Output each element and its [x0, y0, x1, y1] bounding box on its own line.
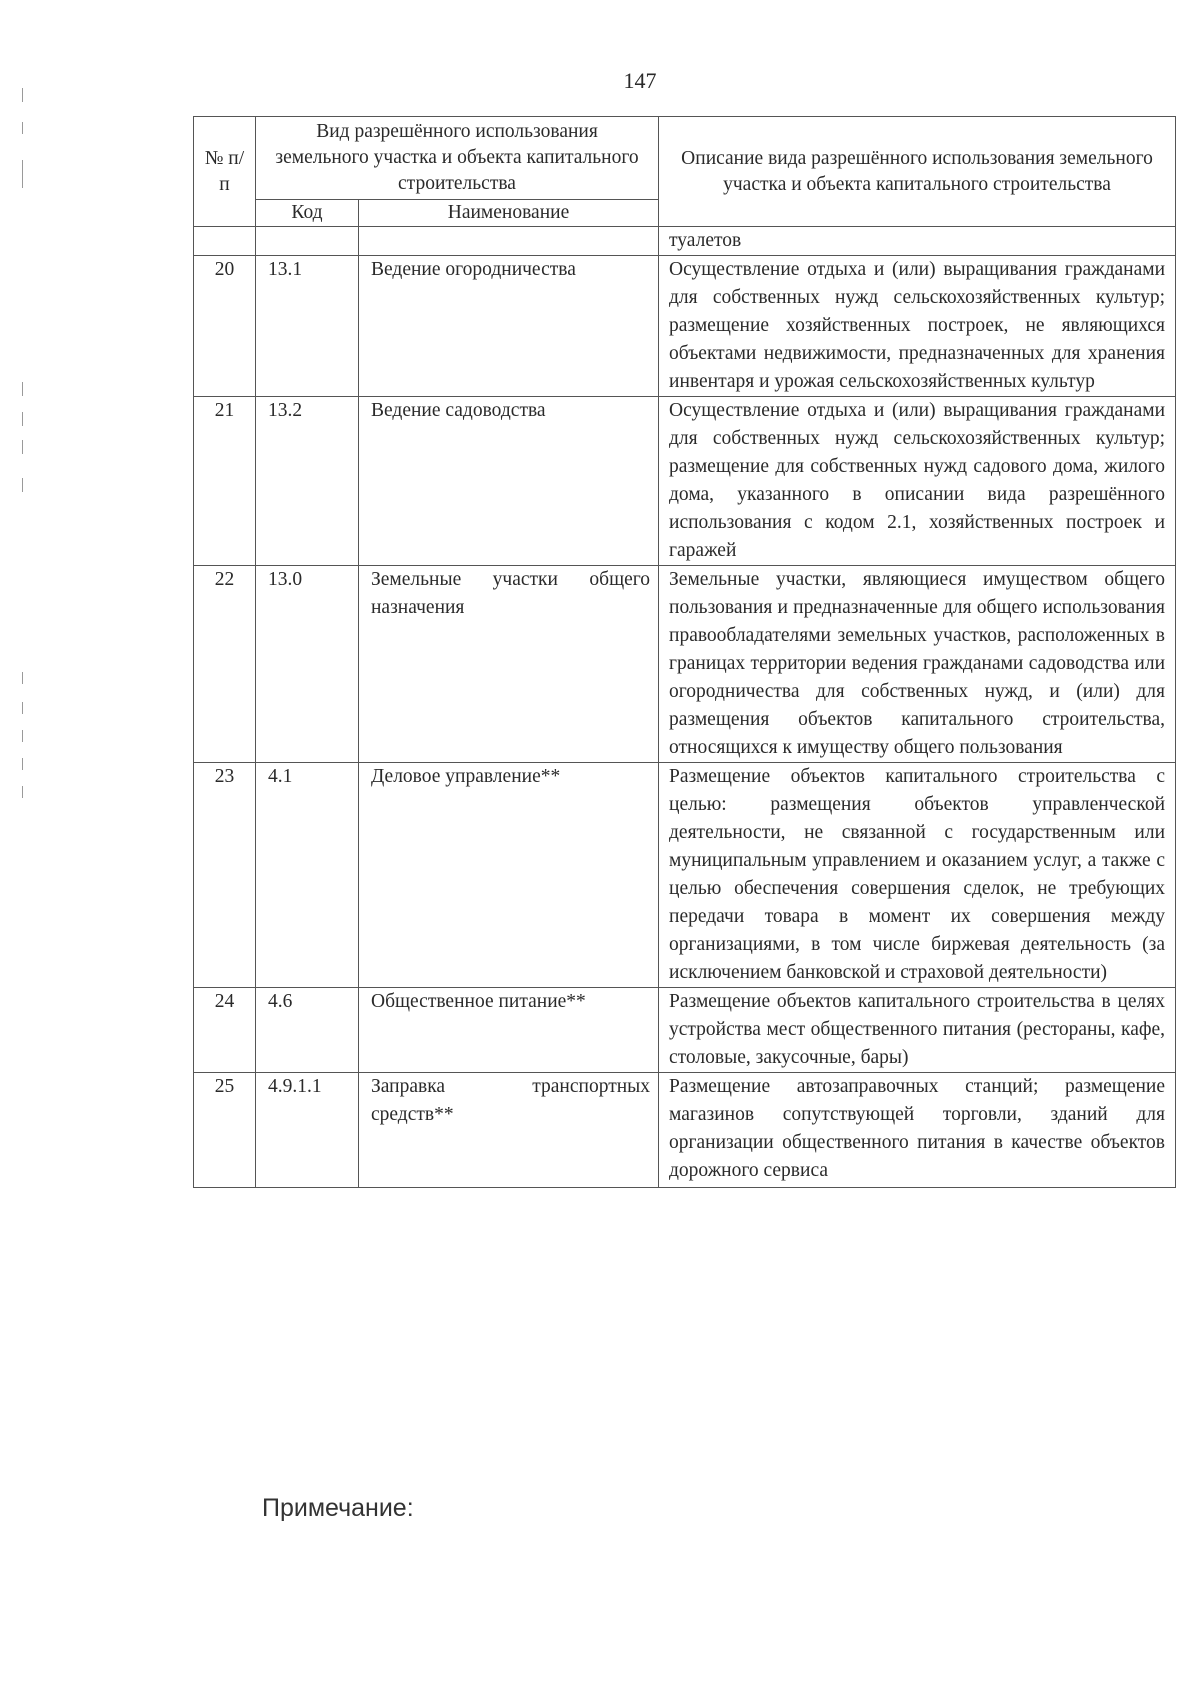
table-row [194, 256, 1176, 397]
cell-num: 20 [194, 256, 256, 397]
cell-code: 13.2 [256, 397, 359, 566]
note-heading: Примечание: [262, 1494, 414, 1522]
table-row [194, 566, 1176, 763]
cell-code: 13.0 [256, 566, 359, 763]
cell-num: 23 [194, 763, 256, 988]
cell-description: Размещение объектов капитального строительства в целях устройства мест общественного питания (рестораны, кафе, столовые, закусочные, бары) [659, 988, 1176, 1073]
cell-code: 13.1 [256, 256, 359, 397]
header-name: Наименование [359, 200, 659, 227]
cell-name: Ведение садоводства [359, 397, 659, 566]
cell-description: Размещение объектов капитального строительства с целью: размещения объектов управленческой деятельности, не связанной с государственным или муниципальным управлением и оказанием услуг, а также с целью обеспечения совершения сделок, не требующих передачи товара в момент их совершения между организациями, в том числе биржевая деятельность (за исключением банковской и страховой деятельности) [659, 763, 1176, 988]
cell-code: 4.6 [256, 988, 359, 1073]
cell-name: Заправка транспортных средств** [359, 1073, 659, 1188]
cell-name: Деловое управление** [359, 763, 659, 988]
cell-empty [359, 227, 659, 256]
cell-description: Осуществление отдыха и (или) выращивания гражданами для собственных нужд сельскохозяйственных культур; размещение для собственных нужд садового дома, жилого дома, указанного в описании вида разрешённого использования с кодом 2.1, хозяйственных построек и гаражей [659, 397, 1176, 566]
scan-margin-marks [22, 0, 26, 1698]
header-description: Описание вида разрешённого использования земельного участка и объекта капитального строительства [659, 117, 1176, 227]
cell-empty [194, 227, 256, 256]
land-use-table [193, 116, 1176, 1188]
table-row [194, 1073, 1176, 1188]
cell-name: Земельные участки общего назначения [359, 566, 659, 763]
cell-empty [256, 227, 359, 256]
table-row [194, 763, 1176, 988]
cell-description: Размещение автозаправочных станций; размещение магазинов сопутствующей торговли, зданий для организации общественного питания в качестве объектов дорожного сервиса [659, 1073, 1176, 1188]
cell-num: 21 [194, 397, 256, 566]
cell-code: 4.9.1.1 [256, 1073, 359, 1188]
cell-description: Осуществление отдыха и (или) выращивания гражданами для собственных нужд сельскохозяйственных культур; размещение хозяйственных построек, не являющихся объектами недвижимости, предназначенных для хранения инвентаря и урожая сельскохозяйственных культур [659, 256, 1176, 397]
table-row [194, 988, 1176, 1073]
cell-description-continuation: туалетов [659, 227, 1176, 256]
cell-num: 24 [194, 988, 256, 1073]
cell-description: Земельные участки, являющиеся имуществом общего пользования и предназначенные для общего использования правообладателями земельных участков, расположенных в границах территории ведения гражданами садоводства или огородничества для собственных нужд, и (или) для размещения объектов капитального строительства, относящихся к имуществу общего пользования [659, 566, 1176, 763]
page-number: 147 [623, 68, 657, 93]
cell-name: Общественное питание** [359, 988, 659, 1073]
header-code: Код [256, 200, 359, 227]
table-row [194, 397, 1176, 566]
table-row-continuation [194, 227, 1176, 256]
header-num: № п/п [194, 117, 256, 227]
cell-num: 22 [194, 566, 256, 763]
header-kind-group: Вид разрешённого использования земельного участка и объекта капитального строительства [256, 117, 659, 200]
cell-name: Ведение огородничества [359, 256, 659, 397]
cell-num: 25 [194, 1073, 256, 1188]
cell-code: 4.1 [256, 763, 359, 988]
